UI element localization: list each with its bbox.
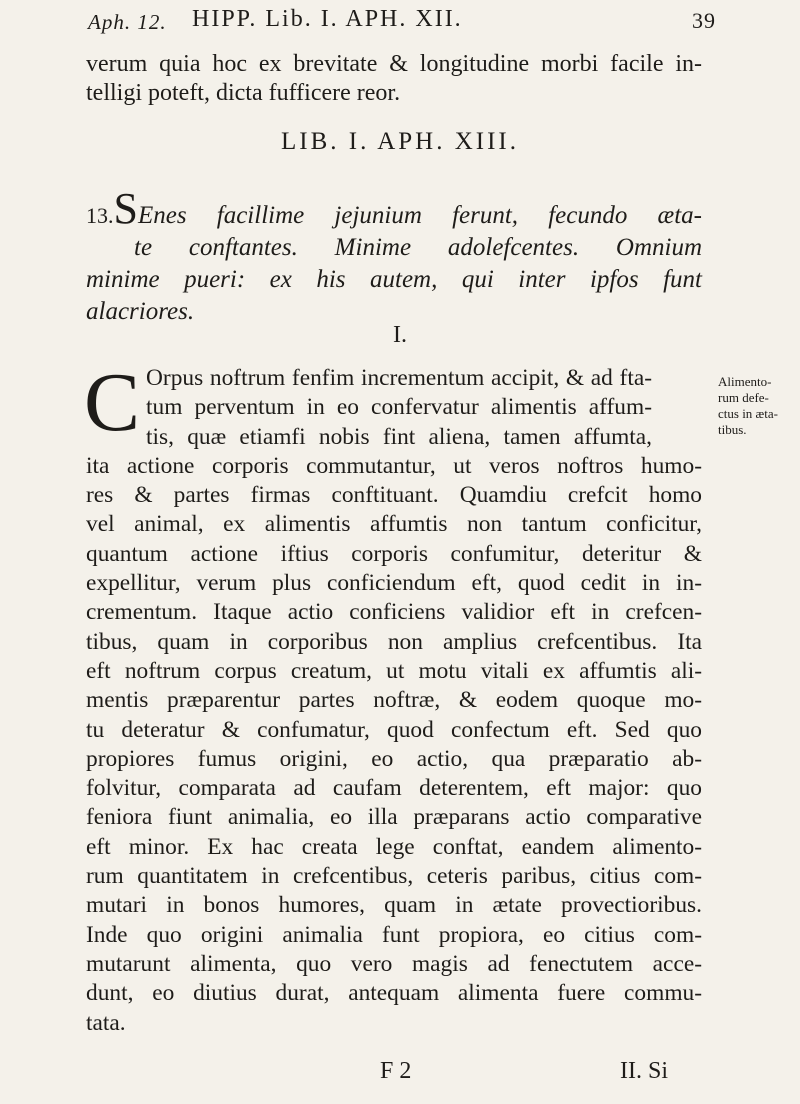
text-line: vel animal, ex alimentis affumtis non tantum conficitur, <box>86 511 702 538</box>
text-line: tum perventum in eo confervatur alimentis affum- <box>146 394 652 421</box>
signature-mark: F 2 <box>380 1058 412 1084</box>
text-line: rum quantitatem in crefcentibus, ceteris paribus, citius com- <box>86 863 702 890</box>
running-head <box>88 4 716 40</box>
text-line: mentis præparentur partes noftræ, & eodem quoque mo- <box>86 687 702 714</box>
text-line: tata. <box>86 1009 126 1036</box>
text-line: Inde quo origini animalia funt propiora, eo citius com- <box>86 921 702 948</box>
text-line: dunt, eo diutius durat, antequam alimenta fuere commu- <box>86 980 702 1007</box>
margin-note <box>718 374 800 438</box>
text-line: res & partes firmas conftituant. Quamdiu crefcit homo <box>86 482 702 509</box>
catchword: II. Si <box>620 1058 668 1084</box>
text-line <box>86 184 702 233</box>
aphorism-number: 13. <box>86 203 114 228</box>
aphorism-text <box>86 184 702 328</box>
page-number: 39 <box>692 8 716 33</box>
text-line: te conftantes. Minime adolefcentes. Omnium <box>134 234 702 261</box>
text-line: ita actione corporis commutantur, ut veros noftros humo- <box>86 452 702 479</box>
text-line: alacriores. <box>86 298 195 325</box>
aphorism-line: Enes facillime jejunium ferunt, fecundo æta- <box>137 202 702 229</box>
aphorism-initial: S <box>113 184 138 233</box>
text-line: verum quia hoc ex brevitate & longitudine morbi facile in- <box>86 51 702 77</box>
margin-note-line: tibus. <box>718 422 747 437</box>
text-line: telligi poteft, dicta fufficere reor. <box>86 80 401 107</box>
text-line: tu deteratur & confumatur, quod confectum eft. Sed quo <box>86 716 702 743</box>
aphorism-reference: Aph. 12. <box>88 10 167 34</box>
margin-note-line: ctus in æta- <box>718 406 778 421</box>
text-line: eft minor. Ex hac creata lege conftat, eandem alimento- <box>86 833 702 860</box>
text-line: quantum actione iftius corporis confumitur, deteritur & <box>86 540 702 567</box>
text-line: tis, quæ etiamfi nobis fint aliena, tamen affumta, <box>146 423 652 450</box>
text-line: expellitur, verum plus conficiendum eft, quod cedit in in- <box>86 570 702 597</box>
drop-cap: C <box>84 356 141 449</box>
text-line: minime pueri: ex his autem, qui inter ipfos funt <box>86 266 702 293</box>
running-title: HIPP. Lib. I. APH. XII. <box>192 6 463 32</box>
text-line: eft noftrum corpus creatum, ut motu vitali ex affumtis ali- <box>86 657 702 684</box>
commentary-text <box>84 356 702 1038</box>
margin-note-line: rum defe- <box>718 390 769 405</box>
text-line: tibus, quam in corporibus non amplius crefcentibus. Ita <box>86 628 702 655</box>
text-line: crementum. Itaque actio conficiens validior eft in crefcen- <box>86 599 702 626</box>
section-heading: LIB. I. APH. XIII. <box>280 128 519 155</box>
margin-note-line: Alimento- <box>718 374 772 389</box>
text-line: Orpus noftrum fenfim incrementum accipit, & ad fta- <box>146 365 652 391</box>
intro-paragraph <box>86 50 702 108</box>
commentary-numeral: I. <box>393 322 407 348</box>
text-line: mutari in bonos humores, quam in ætate provectioribus. <box>86 892 702 919</box>
text-line: folvitur, comparata ad caufam deterentem, eft major: quo <box>86 775 702 802</box>
text-line: propiores fumus origini, eo actio, qua præparatio ab- <box>86 745 702 772</box>
text-line: mutarunt alimenta, quo vero magis ad fenectutem acce- <box>86 950 702 977</box>
text-line: feniora fiunt animalia, eo illa præparans actio comparative <box>86 804 702 831</box>
